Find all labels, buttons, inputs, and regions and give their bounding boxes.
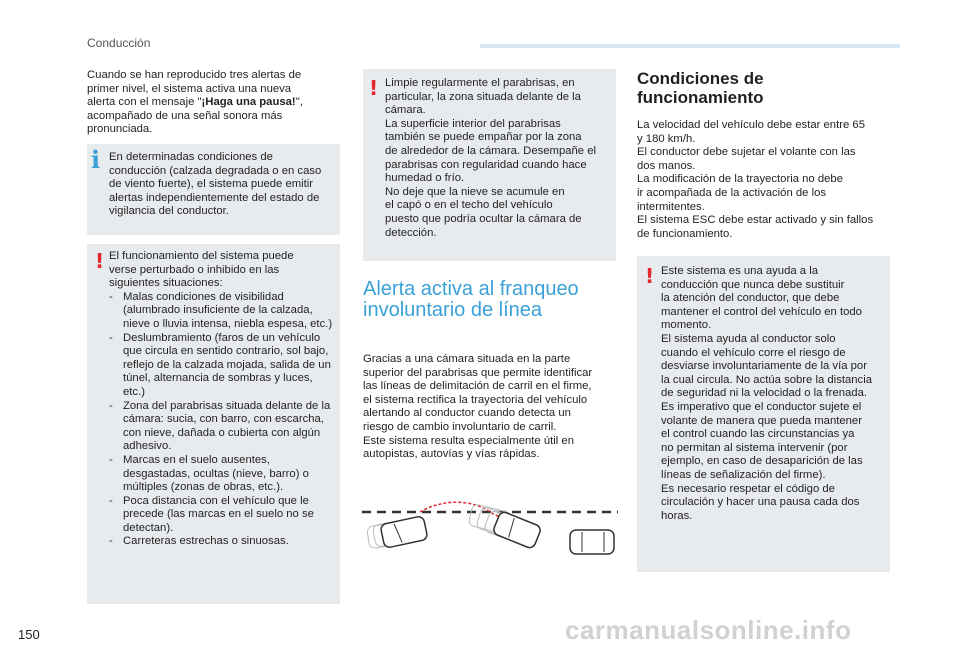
text-line: también se puede empañar por la zona [385,131,582,144]
text-line: cuando el vehículo corre el riesgo de [661,346,846,359]
text-line: cámara. [385,104,426,117]
text-line: Este sistema es una ayuda a la [661,265,818,277]
text-line: ir acompañada de la activación de los [637,186,827,199]
text-line: En determinadas condiciones de [109,151,273,163]
text-line: el capó o en el techo del vehículo [385,199,553,212]
conditions-description [637,119,897,241]
warning-text [109,250,337,549]
text-line: detección. [385,226,437,239]
text-line: autopistas, autovías y vías rápidas. [363,448,540,461]
page-number: 150 [18,627,40,642]
text-line: riesgo de cambio involuntario de carril. [363,420,557,433]
lane-alert-description [363,353,623,462]
text-segment: ", [295,96,303,109]
warning-box-driver-assist [637,256,890,572]
text-line: Este sistema resulta especialmente útil en [363,434,574,447]
text-segment: alerta con el mensaje " [87,96,202,109]
text-line: verse perturbado o inhibido en las [109,263,280,276]
text-line: conducción (calzada degradada o en caso [109,164,322,177]
text-line: desviarse involuntariamente de la vía por [661,360,867,373]
warning-icon: ! [95,249,105,273]
text-line: el sistema rectifica la trayectoria del vehículo [363,393,588,406]
heading-line: Condiciones de [637,69,764,88]
header-bar [480,44,900,48]
text-line: La modificación de la trayectoria no debe [637,173,843,186]
text-line: Gracias a una cámara situada en la parte [363,353,571,365]
text-line: no permitan al sistema intervenir (por [661,441,848,454]
warning-text [661,265,887,523]
text-line: y 180 km/h. [637,132,696,145]
info-text [109,151,337,219]
text-line: circulación y hacer una pausa cada dos [661,496,860,509]
text-line: primer nivel, el sistema activa una nueva [87,82,292,95]
car-straight [570,530,614,554]
text-line: alertando al conductor cuando detecta un [363,407,571,420]
list-item: - Malas condiciones de visibilidad (alumbrado insuficiente de la calzada, nieve o lluvia intensa, niebla espesa, etc.) [109,291,337,332]
text-line: El sistema ayuda al conductor solo [661,332,836,345]
warning-text [385,77,613,240]
lane-keeping-illustration [360,490,620,570]
list-item: - Carreteras estrechas o sinuosas. [109,535,337,549]
text-line: El sistema ESC debe estar activado y sin fallos [637,214,874,227]
text-line: El funcionamiento del sistema puede [109,250,294,262]
text-line: ejemplo, en caso de desaparición de las [661,455,863,468]
list-item: - Deslumbramiento (faros de un vehículo que circula en sentido contrario, sol bajo, reflejo de la calzada mojada, salida de un túnel, alternancia de sombras y luces, etc.) [109,332,337,400]
text-line: La superficie interior del parabrisas [385,117,561,130]
heading-line: involuntario de línea [363,299,543,321]
text-line: dos manos. [637,159,696,172]
text-line: de viento fuerte), el sistema puede emitir [109,178,314,191]
text-line: acompañado de una señal sonora más [87,109,283,122]
text-line: la atención del conductor, que debe [661,292,840,305]
text-line: La velocidad del vehículo debe estar entre 65 [637,119,865,131]
text-line [87,96,337,110]
text-line: de alrededor de la cámara. Desempañe el [385,144,597,157]
watermark[interactable]: carmanualsonline.info [565,615,852,645]
text-line: puesto que podría ocultar la cámara de [385,212,582,225]
text-line: horas. [661,509,693,522]
info-icon: i [91,145,101,174]
section-header: Conducción [87,36,151,50]
text-line: Es necesario respetar el código de [661,482,835,495]
text-line: mantener el control del vehículo en todo [661,305,862,318]
text-line: momento. [661,319,712,332]
text-line: de funcionamiento. [637,227,733,240]
text-line: Cuando se han reproducido tres alertas de [87,69,302,81]
text-line: particular, la zona situada delante de la [385,90,581,103]
heading-line: Alerta activa al franqueo [363,278,579,300]
list-item: - Zona del parabrisas situada delante de la cámara: sucia, con barro, con escarcha, con nieve, dañada o cubierta con algún adhesivo. [109,400,337,454]
text-line: superior del parabrisas que permite identificar [363,366,593,379]
text-line: Es imperativo que el conductor sujete el [661,400,862,413]
text-line: El conductor debe sujetar el volante con las [637,146,856,159]
text-line: intermitentes. [637,200,705,213]
heading-line: funcionamiento [637,88,764,107]
text-line: No deje que la nieve se acumule en [385,185,565,198]
warning-box-visibility [87,244,340,604]
text-line: Limpie regularmente el parabrisas, en [385,77,575,89]
intro-paragraph [87,69,337,137]
text-line: humedad o frío. [385,172,465,185]
text-line: volante de manera que pueda mantener [661,414,862,427]
text-line: vigilancia del conductor. [109,205,229,218]
list-item: - Poca distancia con el vehículo que le precede (las marcas en el suelo no se detectan). [109,495,337,536]
warning-icon: ! [645,264,655,288]
warning-icon: ! [369,76,379,100]
list-item: - Marcas en el suelo ausentes, desgastadas, ocultas (nieve, barro) o múltiples (zonas de obras, etc.). [109,454,337,495]
info-box [87,144,340,235]
text-line: pronunciada. [87,123,153,136]
warning-box-windscreen [363,69,616,261]
text-line: las líneas de delimitación de carril en el firme, [363,380,592,393]
text-line: conducción que nunca debe sustituir [661,278,845,291]
situation-list [109,291,337,549]
section-heading-lane-alert [363,279,623,321]
text-line: siguientes situaciones: [109,277,223,290]
car-corrected [492,511,542,550]
message-bold: ¡Haga una pausa! [201,96,296,109]
text-line: el control cuando las circunstancias ya [661,428,855,441]
text-line: alertas independientemente del estado de [109,191,320,204]
car-drifting [380,516,428,549]
text-line: líneas de señalización del firme). [661,468,826,481]
text-line: parabrisas con regularidad cuando hace [385,158,587,171]
section-heading-conditions [637,69,897,107]
text-line: la cual circula. No actúa sobre la distancia [661,373,872,386]
text-line: de seguridad ni la velocidad o la frenada. [661,387,867,400]
